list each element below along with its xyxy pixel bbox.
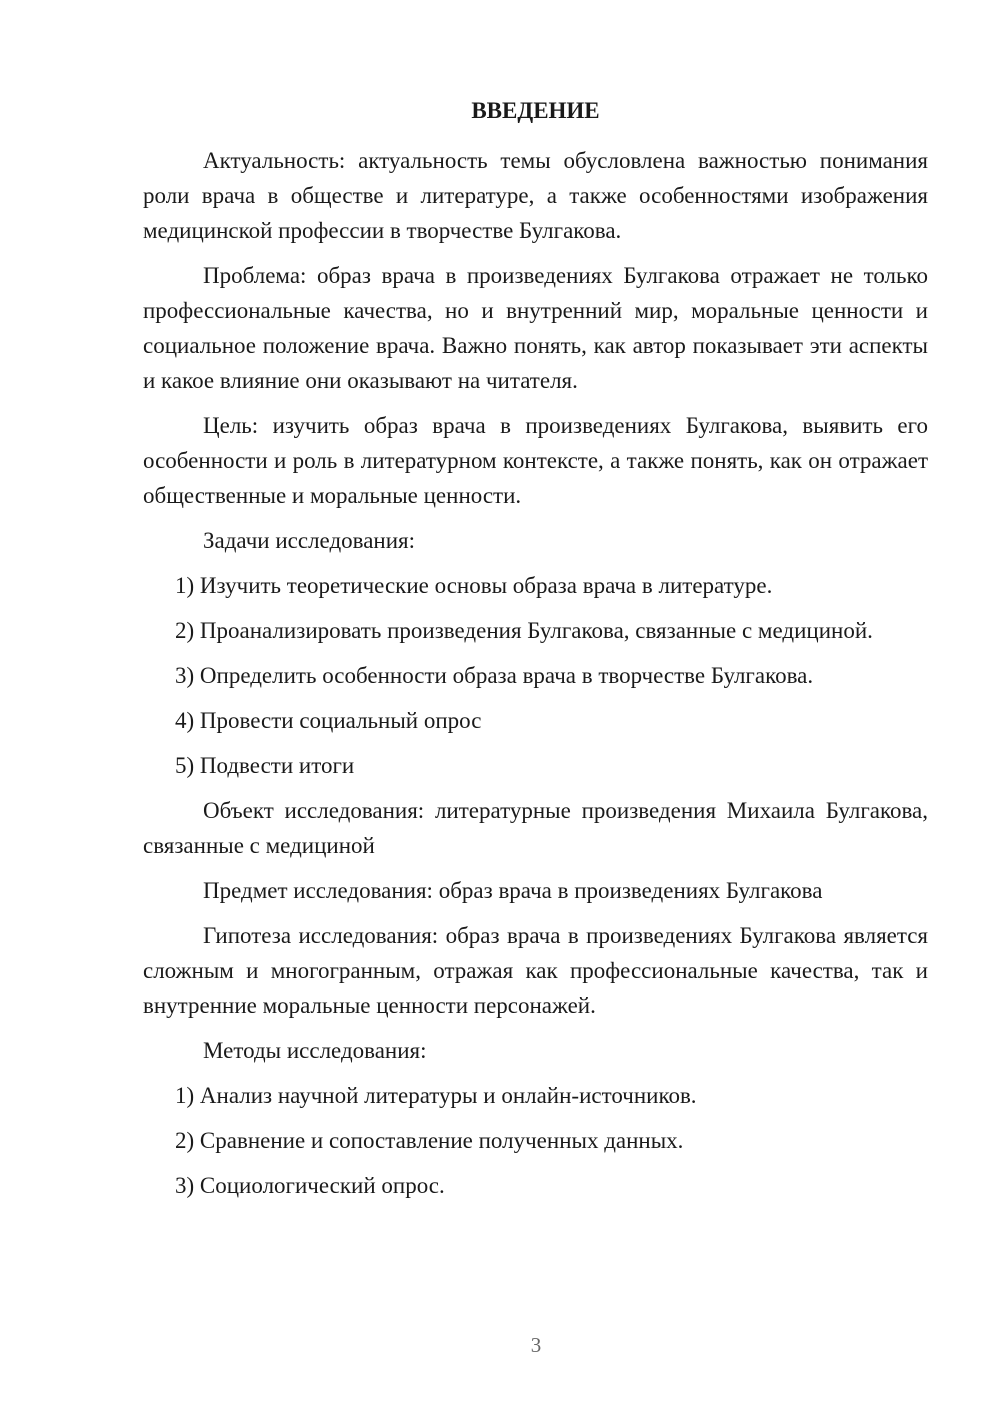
document-body xyxy=(143,143,928,1213)
task-item-4: 4) Провести социальный опрос xyxy=(175,708,482,733)
paragraph-goal: Цель: изучить образ врача в произведениях Булгакова, выявить его особенности и роль в литературном контексте, а также понять, как он отражает общественные и моральные ценности. xyxy=(143,413,928,508)
task-item-2: 2) Проанализировать произведения Булгакова, связанные с медициной. xyxy=(175,618,873,643)
method-item-3: 3) Социологический опрос. xyxy=(175,1173,445,1198)
method-item-1: 1) Анализ научной литературы и онлайн-источников. xyxy=(175,1083,697,1108)
paragraph-relevance: Актуальность: актуальность темы обусловлена важностью понимания роли врача в обществе и литературе, а также особенностями изображения медицинской профессии в творчестве Булгакова. xyxy=(143,148,928,243)
document-title: ВВЕДЕНИЕ xyxy=(471,98,600,123)
task-item-1: 1) Изучить теоретические основы образа врача в литературе. xyxy=(175,573,773,598)
paragraph-problem: Проблема: образ врача в произведениях Булгакова отражает не только профессиональные качества, но и внутренний мир, моральные ценности и социальное положение врача. Важно понять, как автор показывает эти аспекты и какое влияние они оказывают на читателя. xyxy=(143,263,928,393)
page-number: 3 xyxy=(530,1333,542,1357)
paragraph-tasks-heading: Задачи исследования: xyxy=(203,528,416,553)
paragraph-subject: Предмет исследования: образ врача в произведениях Булгакова xyxy=(203,878,823,903)
method-item-2: 2) Сравнение и сопоставление полученных данных. xyxy=(175,1128,684,1153)
paragraph-methods-heading: Методы исследования: xyxy=(203,1038,427,1063)
task-item-3: 3) Определить особенности образа врача в творчестве Булгакова. xyxy=(175,663,814,688)
paragraph-hypothesis: Гипотеза исследования: образ врача в произведениях Булгакова является сложным и многогранным, отражая как профессиональные качества, так и внутренние моральные ценности персонажей. xyxy=(143,923,928,1018)
task-item-5: 5) Подвести итоги xyxy=(175,753,355,778)
paragraph-object: Объект исследования: литературные произведения Михаила Булгакова, связанные с медициной xyxy=(143,798,928,858)
